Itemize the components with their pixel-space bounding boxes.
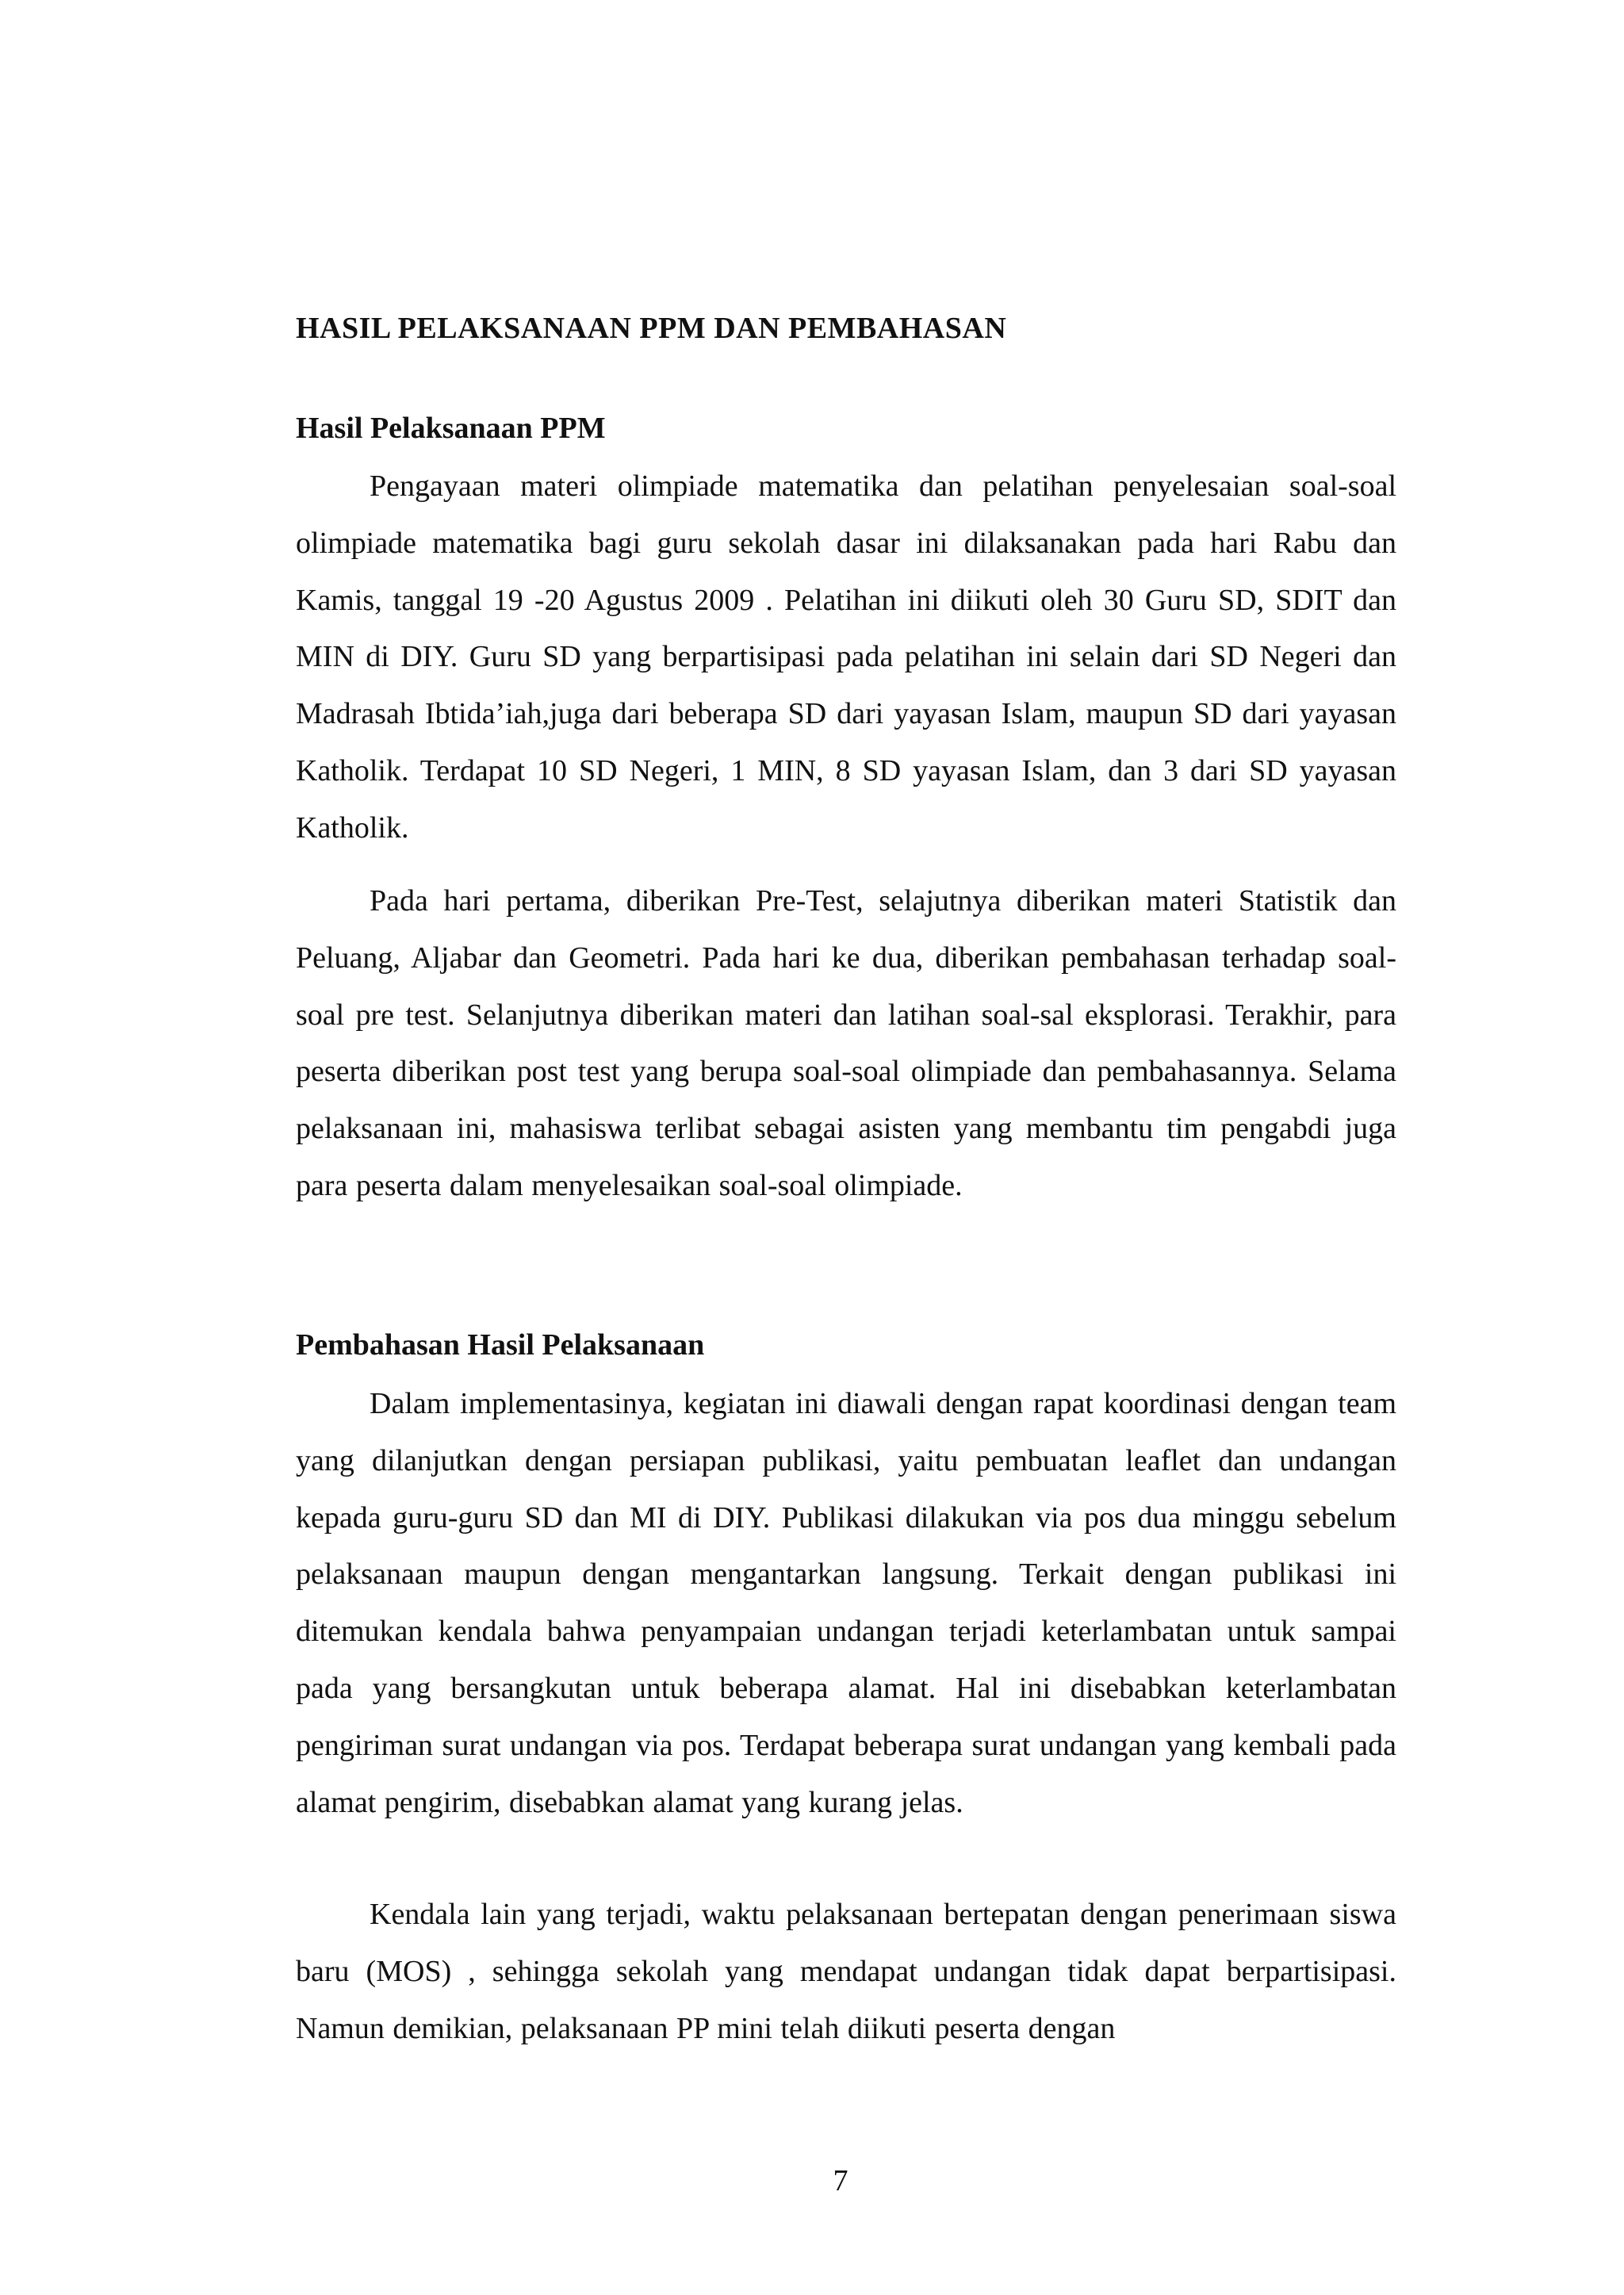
section-heading-pembahasan: Pembahasan Hasil Pelaksanaan <box>296 1328 705 1362</box>
paragraph-implementasi: Dalam implementasinya, kegiatan ini diawali dengan rapat koordinasi dengan team yang dilanjutkan dengan persiapan publikasi, yaitu pembuatan leaflet dan undangan kepada guru-guru SD dan MI di DIY. Publikasi dilakukan via pos dua minggu sebelum pelaksanaan maupun dengan mengantarkan langsung. Terkait dengan publikasi ini ditemukan kendala bahwa penyampaian undangan terjadi keterlambatan untuk sampai pada yang bersangkutan untuk beberapa alamat. Hal ini disebabkan keterlambatan pengiriman surat undangan via pos. Terdapat beberapa surat undangan yang kembali pada alamat pengirim, disebabkan alamat yang kurang jelas. <box>296 1387 1396 1819</box>
paragraph-kendala-lain: Kendala lain yang terjadi, waktu pelaksanaan bertepatan dengan penerimaan siswa baru (MOS) , sehingga sekolah yang mendapat undangan tidak dapat berpartisipasi. Namun demikian, pelaksanaan PP mini telah diikuti peserta dengan <box>296 1898 1396 2045</box>
section-heading-hasil-pelaksanaan: Hasil Pelaksanaan PPM <box>296 412 606 445</box>
paragraph-pengayaan: Pengayaan materi olimpiade matematika dan pelatihan penyelesaian soal-soal olimpiade matematika bagi guru sekolah dasar ini dilaksanakan pada hari Rabu dan Kamis, tanggal 19 -20 Agustus 2009 . Pelatihan ini diikuti oleh 30 Guru SD, SDIT dan MIN di DIY. Guru SD yang berpartisipasi pada pelatihan ini selain dari SD Negeri dan Madrasah Ibtida’iah,juga dari beberapa SD dari yayasan Islam, maupun SD dari yayasan Katholik. Terdapat 10 SD Negeri, 1 MIN, 8 SD yayasan Islam, dan 3 dari SD yayasan Katholik. <box>296 469 1396 845</box>
paragraph-hari-pertama: Pada hari pertama, diberikan Pre-Test, selajutnya diberikan materi Statistik dan Peluang, Aljabar dan Geometri. Pada hari ke dua, diberikan pembahasan terhadap soal-soal pre test. Selanjutnya diberikan materi dan latihan soal-sal eksplorasi. Terakhir, para peserta diberikan post test yang berupa soal-soal olimpiade dan pembahasannya. Selama pelaksanaan ini, mahasiswa terlibat sebagai asisten yang membantu tim pengabdi juga para peserta dalam menyelesaikan soal-soal olimpiade. <box>296 884 1396 1202</box>
document-title: HASIL PELAKSANAAN PPM DAN PEMBAHASAN <box>296 312 1007 345</box>
page-number: 7 <box>833 2164 848 2197</box>
